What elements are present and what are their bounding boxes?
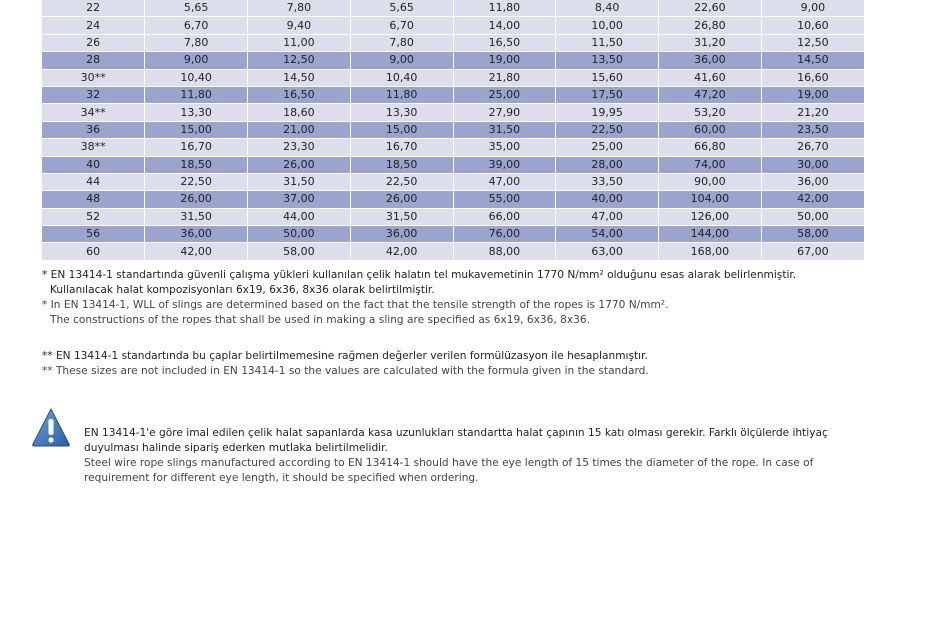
table-cell: 76,00 (453, 226, 556, 243)
table-cell: 23,50 (761, 121, 864, 138)
table-cell: 7,80 (350, 34, 453, 51)
table-cell: 26 (42, 34, 145, 51)
table-cell: 25,00 (453, 86, 556, 103)
table-cell: 14,50 (248, 69, 351, 86)
table-cell: 35,00 (453, 139, 556, 156)
table-cell: 7,80 (145, 34, 248, 51)
table-row (42, 208, 864, 225)
table-cell: 25,00 (556, 139, 659, 156)
table-cell: 13,30 (145, 104, 248, 121)
table-cell: 26,00 (350, 191, 453, 208)
table-cell: 19,95 (556, 104, 659, 121)
table-cell: 21,00 (248, 121, 351, 138)
table-cell: 22,50 (556, 121, 659, 138)
footnote-1-tr-line1: * EN 13414-1 standartında güvenli çalışma yükleri kullanılan çelik halatın tel mukavemetinin 1770 N/mm² olduğunu esas alarak belirlenmiştir. (42, 269, 797, 281)
table-cell: 9,40 (248, 17, 351, 34)
table-cell: 42,00 (350, 243, 453, 260)
table-cell: 5,65 (350, 0, 453, 17)
table-cell: 16,50 (248, 86, 351, 103)
table-cell: 16,70 (350, 139, 453, 156)
table-row (42, 191, 864, 208)
table-cell: 18,50 (350, 156, 453, 173)
table-cell: 11,00 (248, 34, 351, 51)
table-cell: 28,00 (556, 156, 659, 173)
footnote-2-en: ** These sizes are not included in EN 13414-1 so the values are calculated with the formula given in the standard. (42, 365, 649, 377)
table-cell: 14,00 (453, 17, 556, 34)
table-cell: 31,50 (145, 208, 248, 225)
table-row (42, 69, 864, 86)
table-cell: 11,80 (350, 86, 453, 103)
table-cell: 54,00 (556, 226, 659, 243)
table-row (42, 226, 864, 243)
table-cell: 19,00 (761, 86, 864, 103)
table-cell: 74,00 (659, 156, 762, 173)
table-row (42, 243, 864, 260)
table-cell: 23,30 (248, 139, 351, 156)
table-cell: 18,60 (248, 104, 351, 121)
table-cell: 30,00 (761, 156, 864, 173)
table-cell: 28 (42, 52, 145, 69)
table-cell: 31,50 (350, 208, 453, 225)
table-row (42, 34, 864, 51)
table-cell: 42,00 (145, 243, 248, 260)
table-cell: 9,00 (350, 52, 453, 69)
table-cell: 53,20 (659, 104, 762, 121)
table-cell: 16,50 (453, 34, 556, 51)
table-cell: 47,00 (556, 208, 659, 225)
table-cell: 90,00 (659, 173, 762, 190)
table-cell: 55,00 (453, 191, 556, 208)
table-cell: 63,00 (556, 243, 659, 260)
table-row (42, 104, 864, 121)
footnote-2-tr: ** EN 13414-1 standartında bu çaplar belirtilmemesine rağmen değerler verilen formülüzasyon ile hesaplanmıştır. (42, 350, 648, 362)
table-cell: 40 (42, 156, 145, 173)
table-cell: 11,80 (453, 0, 556, 17)
table-cell: 31,20 (659, 34, 762, 51)
table-cell: 21,20 (761, 104, 864, 121)
table-cell: 10,00 (556, 17, 659, 34)
eye-length-warning (84, 426, 844, 486)
table-cell: 50,00 (761, 208, 864, 225)
table-cell: 66,80 (659, 139, 762, 156)
table-cell: 40,00 (556, 191, 659, 208)
table-row (42, 121, 864, 138)
footnote-1-en-line1: * In EN 13414-1, WLL of slings are determined based on the fact that the tensile strength of the ropes is 1770 N/mm². (42, 299, 669, 311)
table-cell: 36 (42, 121, 145, 138)
table-cell: 5,65 (145, 0, 248, 17)
table-cell: 26,70 (761, 139, 864, 156)
table-cell: 12,50 (248, 52, 351, 69)
table-cell: 8,40 (556, 0, 659, 17)
table-cell: 104,00 (659, 191, 762, 208)
sling-capacity-table (42, 0, 864, 261)
table-cell: 30** (42, 69, 145, 86)
warning-tr-line2: duyulması halinde sipariş ederken mutlaka belirtilmelidir. (84, 442, 388, 454)
table-cell: 6,70 (350, 17, 453, 34)
table-row (42, 17, 864, 34)
table-row (42, 52, 864, 69)
table-cell: 10,60 (761, 17, 864, 34)
table-cell: 15,60 (556, 69, 659, 86)
table-cell: 16,60 (761, 69, 864, 86)
warning-en-line2: requirement for different eye length, it should be specified when ordering. (84, 472, 479, 484)
table-cell: 67,00 (761, 243, 864, 260)
table-cell: 41,60 (659, 69, 762, 86)
table-cell: 9,00 (145, 52, 248, 69)
table-cell: 36,00 (350, 226, 453, 243)
table-cell: 144,00 (659, 226, 762, 243)
table-cell: 15,00 (145, 121, 248, 138)
table-cell: 60 (42, 243, 145, 260)
table-cell: 22,60 (659, 0, 762, 17)
table-row (42, 86, 864, 103)
table-cell: 38** (42, 139, 145, 156)
table-cell: 22,50 (145, 173, 248, 190)
table-row (42, 173, 864, 190)
table-cell: 32 (42, 86, 145, 103)
table-cell: 15,00 (350, 121, 453, 138)
table-cell: 18,50 (145, 156, 248, 173)
table-cell: 36,00 (761, 173, 864, 190)
table-cell: 11,50 (556, 34, 659, 51)
table-cell: 37,00 (248, 191, 351, 208)
table-cell: 39,00 (453, 156, 556, 173)
table-cell: 17,50 (556, 86, 659, 103)
table-row (42, 139, 864, 156)
table-cell: 36,00 (659, 52, 762, 69)
table-cell: 13,30 (350, 104, 453, 121)
warning-en-line1: Steel wire rope slings manufactured according to EN 13414-1 should have the eye length of 15 times the diameter of the rope. In case of (84, 457, 814, 469)
table-cell: 31,50 (248, 173, 351, 190)
table-cell: 7,80 (248, 0, 351, 17)
footnote-1 (42, 268, 796, 328)
table-cell: 47,00 (453, 173, 556, 190)
table-cell: 44 (42, 173, 145, 190)
table-cell: 58,00 (248, 243, 351, 260)
table-cell: 50,00 (248, 226, 351, 243)
table-cell: 33,50 (556, 173, 659, 190)
table-cell: 31,50 (453, 121, 556, 138)
table-cell: 168,00 (659, 243, 762, 260)
table-cell: 44,00 (248, 208, 351, 225)
table-cell: 24 (42, 17, 145, 34)
table-row (42, 156, 864, 173)
table-cell: 36,00 (145, 226, 248, 243)
table-cell: 52 (42, 208, 145, 225)
table-cell: 26,00 (248, 156, 351, 173)
footnote-1-en-line2: The constructions of the ropes that shall be used in making a sling are specified as 6x19, 6x36, 8x36. (50, 314, 591, 326)
table-row (42, 0, 864, 17)
table-cell: 16,70 (145, 139, 248, 156)
table-cell: 26,00 (145, 191, 248, 208)
table-cell: 9,00 (761, 0, 864, 17)
table-cell: 48 (42, 191, 145, 208)
table-cell: 42,00 (761, 191, 864, 208)
table-cell: 22 (42, 0, 145, 17)
warning-tr-line1: EN 13414-1'e göre imal edilen çelik halat sapanlarda kasa uzunlukları standartta halat çapının 15 katı olması gerekir. Farklı ölçülerde ihtiyaç (84, 427, 828, 439)
table-cell: 66,00 (453, 208, 556, 225)
table-cell: 10,40 (145, 69, 248, 86)
table-cell: 13,50 (556, 52, 659, 69)
table-cell: 34** (42, 104, 145, 121)
table-cell: 22,50 (350, 173, 453, 190)
table-cell: 27,90 (453, 104, 556, 121)
table-cell: 88,00 (453, 243, 556, 260)
table-cell: 58,00 (761, 226, 864, 243)
table-cell: 12,50 (761, 34, 864, 51)
table-cell: 11,80 (145, 86, 248, 103)
table-cell: 14,50 (761, 52, 864, 69)
table-cell: 21,80 (453, 69, 556, 86)
table-cell: 19,00 (453, 52, 556, 69)
table-cell: 47,20 (659, 86, 762, 103)
table-cell: 6,70 (145, 17, 248, 34)
table-cell: 10,40 (350, 69, 453, 86)
table-cell: 126,00 (659, 208, 762, 225)
warning-icon (31, 407, 71, 447)
table-cell: 56 (42, 226, 145, 243)
footnote-2 (42, 349, 649, 379)
footnote-1-tr-line2: Kullanılacak halat kompozisyonları 6x19, 6x36, 8x36 olarak belirtilmiştir. (50, 284, 435, 296)
table-cell: 26,80 (659, 17, 762, 34)
table-cell: 60,00 (659, 121, 762, 138)
